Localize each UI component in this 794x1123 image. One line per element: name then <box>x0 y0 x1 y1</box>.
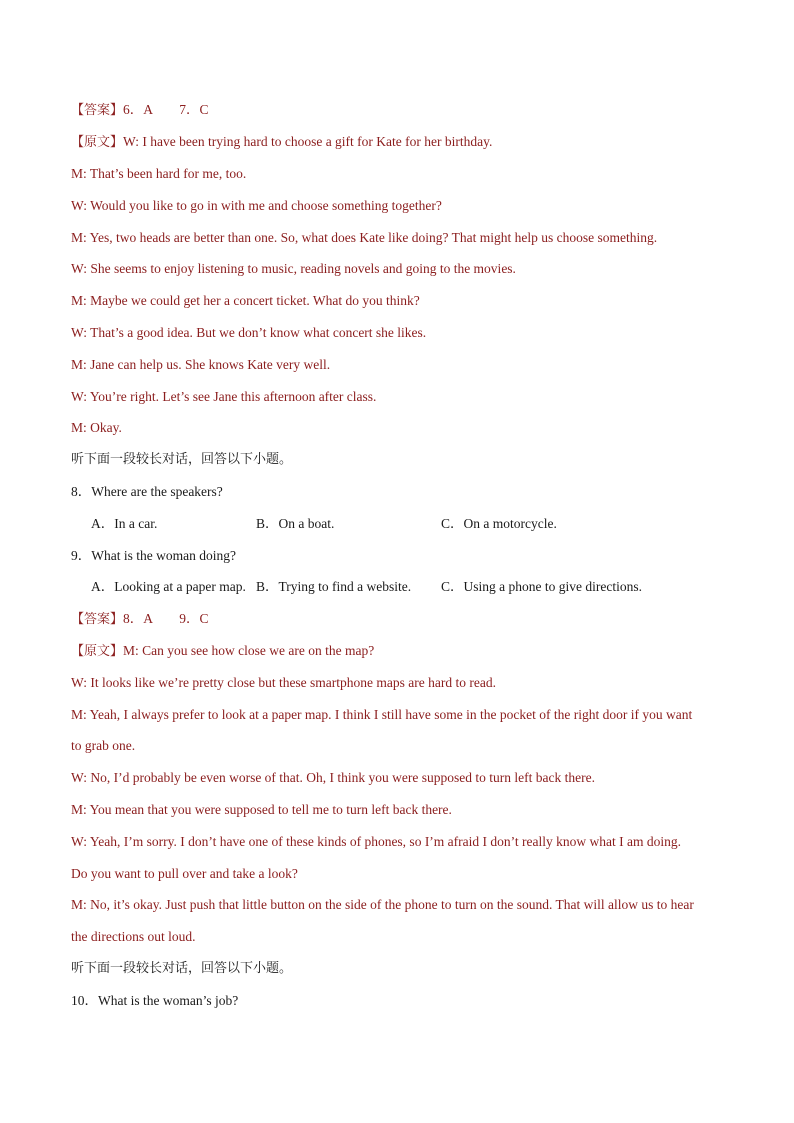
answer-text: 6．A 7．C <box>123 102 209 117</box>
script-line <box>71 642 374 661</box>
answer-label: 【答案】 <box>71 103 124 118</box>
dialogue-line: W: She seems to enjoy listening to music, reading novels and going to the movies. <box>71 261 516 276</box>
dialogue-line: W: You’re right. Let’s see Jane this afternoon after class. <box>71 389 377 404</box>
dialogue-line: W: It looks like we’re pretty close but these smartphone maps are hard to read. <box>71 675 496 690</box>
dialogue-line: W: I have been trying hard to choose a gift for Kate for her birthday. <box>123 134 493 149</box>
dialogue-line: M: You mean that you were supposed to tell me to turn left back there. <box>71 802 452 817</box>
q9-option-a: A．Looking at a paper map. <box>91 579 246 594</box>
dialogue-line: M: Maybe we could get her a concert ticket. What do you think? <box>71 293 420 308</box>
dialogue-line: M: Yes, two heads are better than one. So, what does Kate like doing? That might help us choose something. <box>71 230 658 245</box>
section-instruction: 听下面一段较长对话，回答以下小题。 <box>71 961 293 976</box>
dialogue-line: to grab one. <box>71 738 136 753</box>
script-label: 【原文】 <box>71 644 124 659</box>
answer-text: 8．A 9．C <box>123 611 209 626</box>
dialogue-line: M: Jane can help us. She knows Kate very well. <box>71 357 331 372</box>
q8-option-a: A．In a car. <box>91 516 158 531</box>
dialogue-line: W: No, I’d probably be even worse of that. Oh, I think you were supposed to turn left back there. <box>71 770 595 785</box>
dialogue-line: M: Okay. <box>71 420 122 435</box>
dialogue-line: W: That’s a good idea. But we don’t know what concert she likes. <box>71 325 427 340</box>
q9-option-b: B．Trying to find a website. <box>256 579 412 594</box>
question-10: 10．What is the woman’s job? <box>71 993 239 1008</box>
dialogue-line: M: Yeah, I always prefer to look at a paper map. I think I still have some in the pocket of the right door if you want <box>71 707 693 722</box>
script-label: 【原文】 <box>71 135 124 150</box>
q9-option-c: C．Using a phone to give directions. <box>441 579 642 594</box>
section-instruction: 听下面一段较长对话，回答以下小题。 <box>71 452 293 467</box>
answer-label: 【答案】 <box>71 612 124 627</box>
q8-option-c: C．On a motorcycle. <box>441 516 557 531</box>
dialogue-line: M: No, it’s okay. Just push that little button on the side of the phone to turn on the sound. That will allow us to hear <box>71 897 694 912</box>
dialogue-line: M: Can you see how close we are on the map? <box>123 643 375 658</box>
q8-option-b: B．On a boat. <box>256 516 335 531</box>
dialogue-line: M: That’s been hard for me, too. <box>71 166 247 181</box>
script-line <box>71 133 492 152</box>
answer-line-6-7 <box>71 101 209 120</box>
dialogue-line: Do you want to pull over and take a look? <box>71 866 298 881</box>
question-8: 8．Where are the speakers? <box>71 484 223 499</box>
dialogue-line: the directions out loud. <box>71 929 196 944</box>
question-9: 9．What is the woman doing? <box>71 548 236 563</box>
dialogue-line: W: Would you like to go in with me and choose something together? <box>71 198 442 213</box>
answer-line-8-9 <box>71 610 209 629</box>
dialogue-line: W: Yeah, I’m sorry. I don’t have one of these kinds of phones, so I’m afraid I don’t really know what I am doing. <box>71 834 681 849</box>
